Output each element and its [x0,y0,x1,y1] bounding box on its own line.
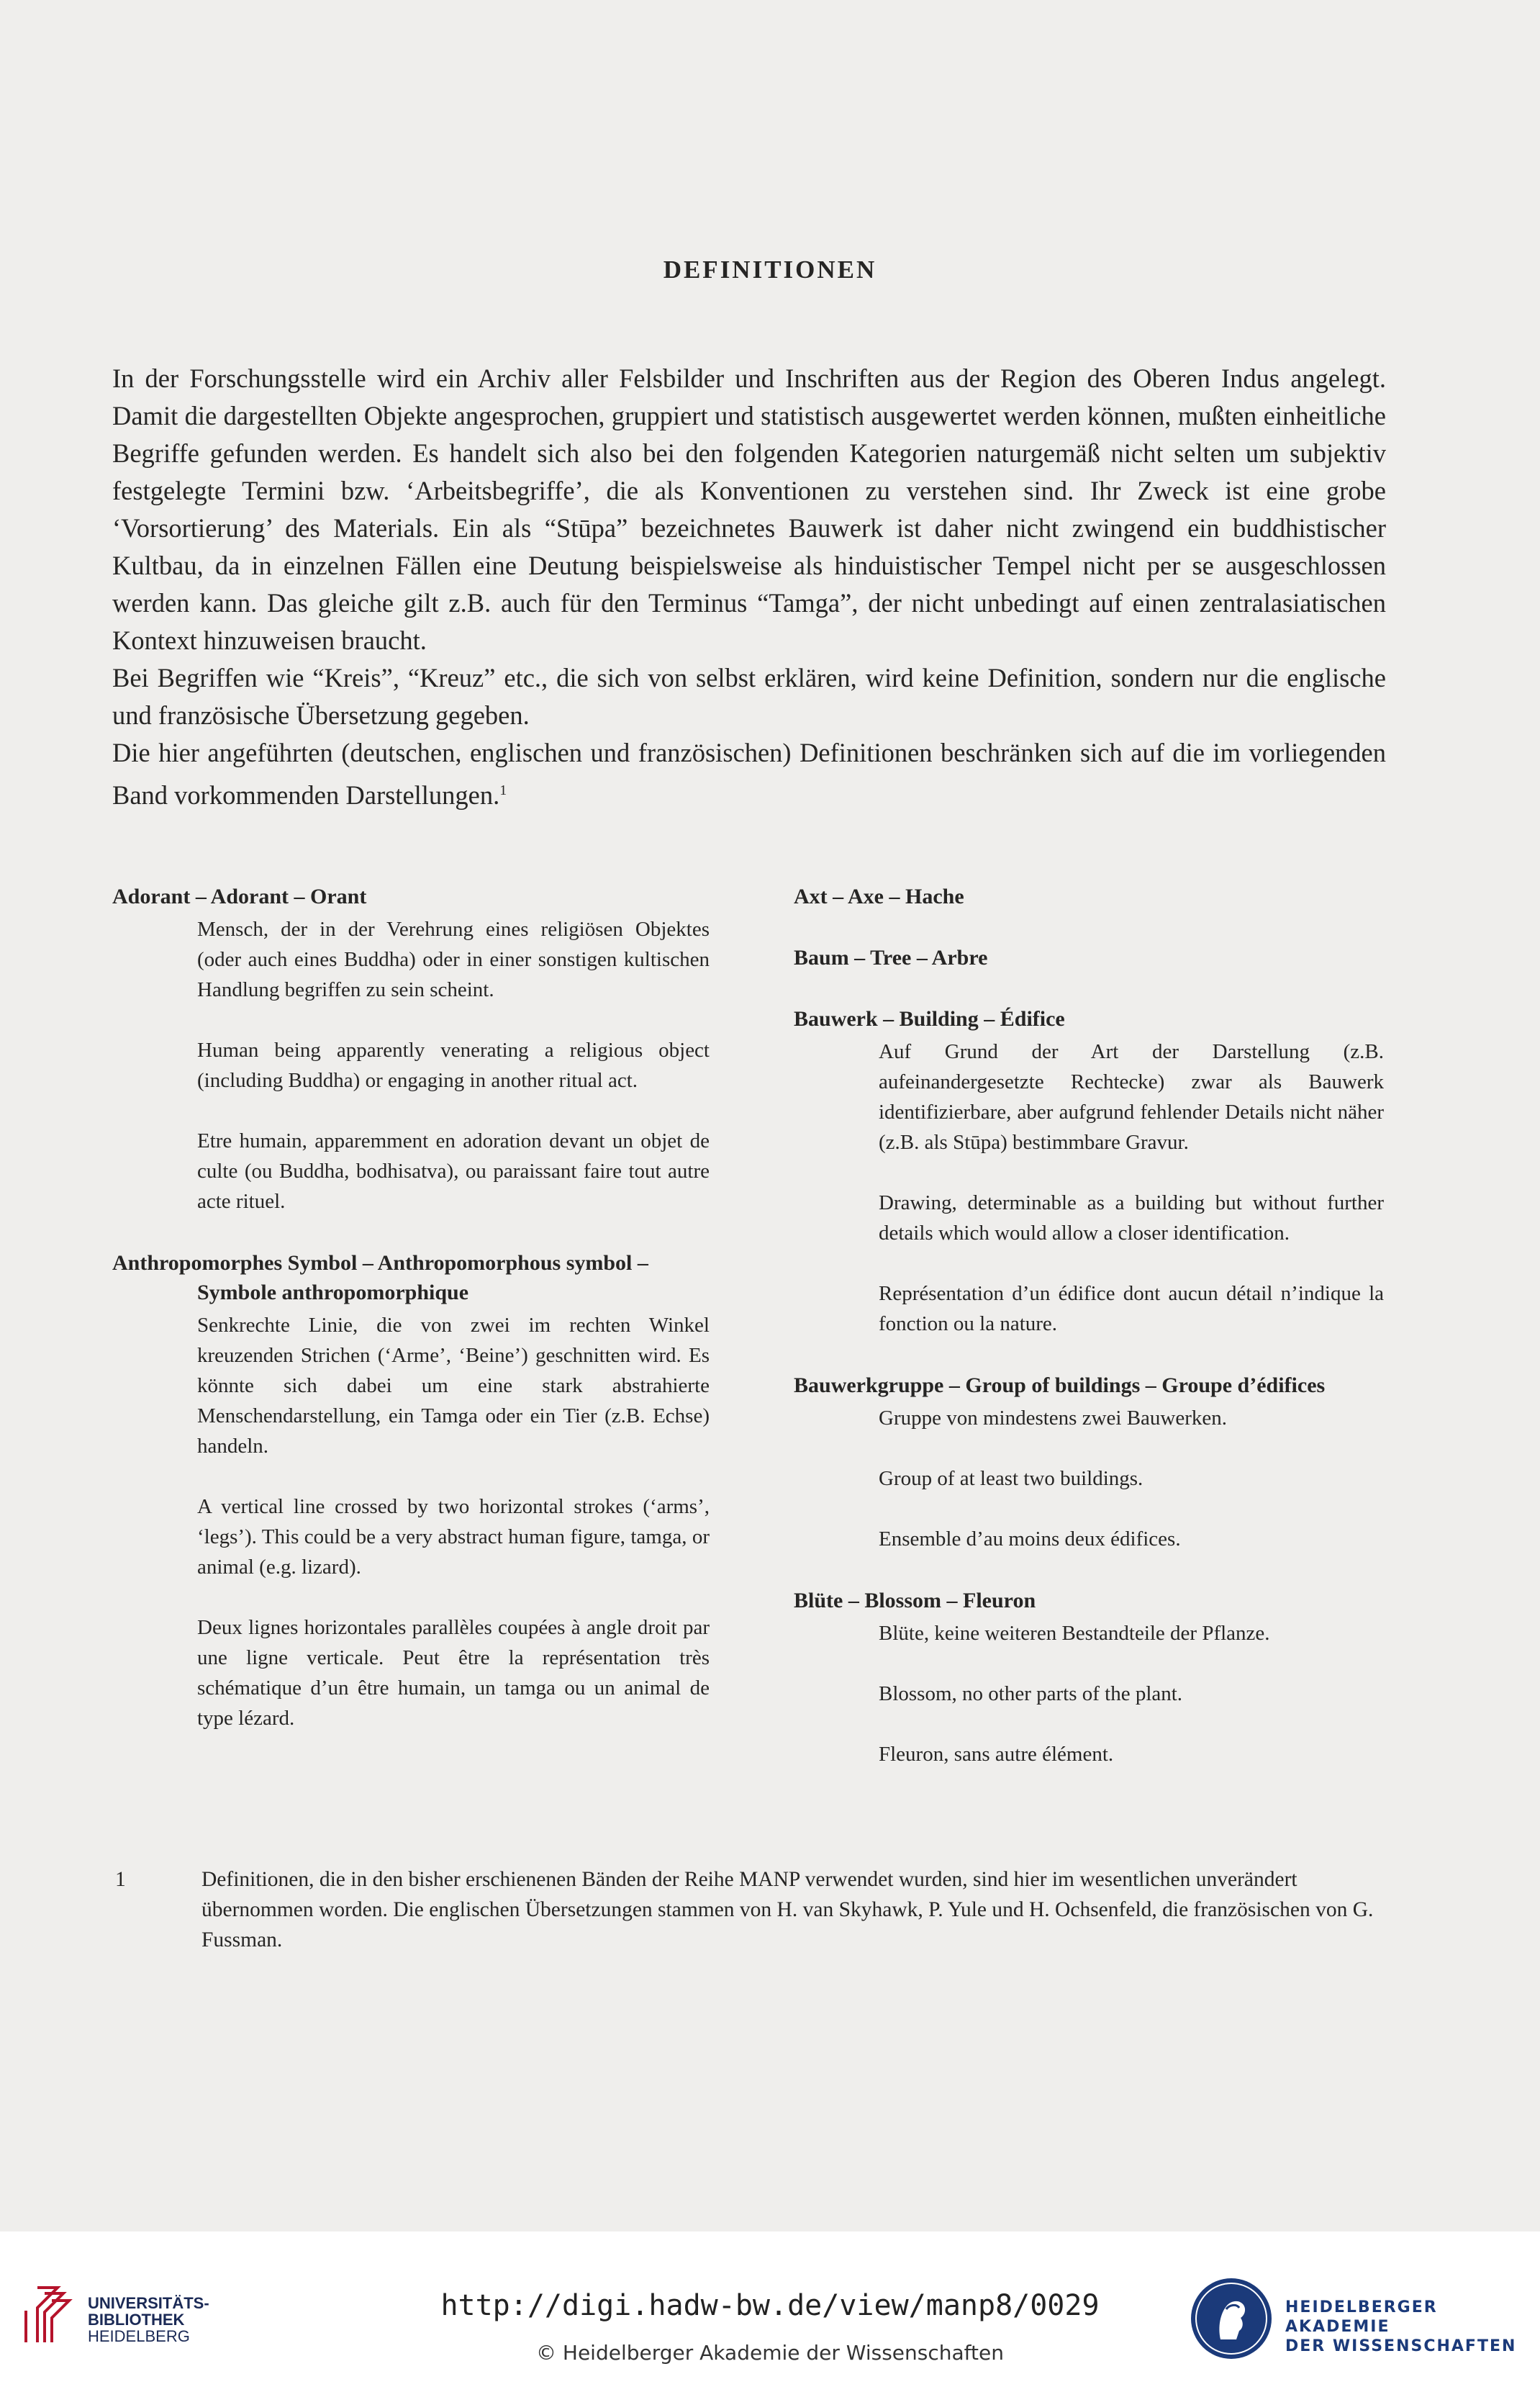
definition-french: Etre humain, apparemment en adoration devant un objet de culte (ou Buddha, bodhisatva), ou paraissant faire tout autre acte rituel. [197,1129,710,1213]
footer-bar [0,2231,1540,2392]
academy-name-line: HEIDELBERGER AKADEMIE [1285,2298,1438,2336]
definition-english: Human being apparently venerating a religious object (including Buddha) or engaging in another ritual act. [197,1039,710,1092]
definition-entry [112,1248,710,1733]
footnote-text: Definitionen, die in den bisher erschienenen Bänden der Reihe MANP verwendet wurden, sind hier im wesentlichen unverändert übernommen worden. Die englischen Übersetzungen stammen von H. van Skyhawk, P. Yule und H. Ochsenfeld, die französischen von G. Fussman. [201,1868,1374,1951]
left-column [112,882,710,1765]
definition-entry [794,1371,1384,1554]
intro-paragraph: Bei Begriffen wie “Kreis”, “Kreuz” etc., die sich von selbst erklären, wird keine Definition, sondern nur die englische und französische Übersetzung gegeben. [112,663,1386,730]
definition-english: Blossom, no other parts of the plant. [879,1682,1183,1705]
definition-term: Adorant – Adorant – Orant [112,885,367,908]
intro-paragraph [112,734,1386,814]
right-column [794,882,1384,1801]
library-name-line: HEIDELBERG [88,2327,190,2345]
definition-german: Senkrechte Linie, die von zwei im rechten Winkel kreuzenden Strichen (‘Arme’, ‘Beine’) geschnitten wird. Es könnte sich dabei um eine stark abstrahierte Menschendarstellung, ein Tamga oder ein Tier (z.B. Echse) handeln. [197,1314,710,1458]
definition-term: Baum – Tree – Arbre [794,946,988,970]
footnote-number: 1 [115,1868,126,1891]
intro-paragraph-text: Die hier angeführten (deutschen, englischen und französischen) Definitionen beschränken sich auf die im vorliegenden Band vorkommenden Darstellungen. [112,738,1386,811]
definition-term-continuation: Symbole anthropomorphique [197,1281,469,1304]
definition-french: Fleuron, sans autre élément. [879,1743,1114,1766]
definition-term-line: Anthropomorphes Symbol – Anthropomorphous symbol – [112,1251,648,1275]
academy-name [1285,2298,1540,2356]
intro-paragraph: In der Forschungsstelle wird ein Archiv aller Felsbilder und Inschriften aus der Region des Oberen Indus angelegt. Damit die dargestellten Objekte angesprochen, gruppiert und statistisch ausgewertet werden können, mußten einheitliche Begriffe gefunden werden. Es handelt sich also bei den folgenden Kategorien naturgemäß nicht selten um subjektiv festgelegte Termini bzw. ‘Arbeitsbegriffe’, die als Konventionen zu verstehen sind. Ihr Zweck ist eine grobe ‘Vorsortierung’ des Materials. Ein als “Stūpa” bezeichnetes Bauwerk ist daher nicht zwingend ein buddhistischer Kultbau, da in einzelnen Fällen eine Deutung beispielsweise als hinduistischer Tempel nicht per se ausgeschlossen werden kann. Das gleiche gilt z.B. auch für den Terminus “Tamga”, der nicht unbedingt auf einen zentralasiatischen Kontext hinzuweisen braucht. [112,364,1386,655]
definition-french: Ensemble d’au moins deux édifices. [879,1527,1181,1551]
definition-entry [794,882,1384,911]
footnote [112,1864,1386,1955]
footnote-marker: 1 [499,782,507,798]
definition-english: Group of at least two buildings. [879,1467,1143,1490]
definition-term [112,1248,710,1307]
definition-entry [794,943,1384,972]
definition-term: Axt – Axe – Hache [794,885,964,908]
definition-entry [112,882,710,1217]
definition-french: Deux lignes horizontales parallèles coupées à angle droit par une ligne verticale. Peut être la représentation très schématique d’un être humain, un tamga ou un animal de type lézard. [197,1616,710,1730]
definition-entry [794,1004,1384,1339]
permalink-url[interactable]: http://digi.hadw-bw.de/view/manp8/0029 [440,2289,1100,2322]
definition-german: Mensch, der in der Verehrung eines religiösen Objektes (oder auch eines Buddha) oder in einer sonstigen kultischen Handlung begriffen zu sein scheint. [197,918,710,1001]
copyright-notice: © Heidelberger Akademie der Wissenschaften [535,2341,1004,2365]
definition-german: Blüte, keine weiteren Bestandteile der Pflanze. [879,1622,1270,1645]
intro-text [112,360,1386,814]
definition-term: Blüte – Blossom – Fleuron [794,1589,1036,1612]
definition-german: Auf Grund der Art der Darstellung (z.B. aufeinandergesetzte Rechtecke) zwar als Bauwerk identifizierbare, aber aufgrund fehlender Details nicht näher (z.B. als Stūpa) bestimmbare Gravur. [879,1040,1384,1154]
definition-german: Gruppe von mindestens zwei Bauwerken. [879,1407,1228,1430]
library-name-line: BIBLIOTHEK [88,2311,185,2329]
library-name-line: UNIVERSITÄTS- [88,2294,209,2312]
academy-name-line: DER WISSENSCHAFTEN [1285,2337,1517,2355]
definition-english: A vertical line crossed by two horizontal strokes (‘arms’, ‘legs’). This could be a very abstract human figure, tamga, or animal (e.g. lizard). [197,1495,710,1579]
definition-entry [794,1586,1384,1769]
definition-english: Drawing, determinable as a building but without further details which would allow a closer identification. [879,1191,1384,1245]
definition-term: Bauwerk – Building – Édifice [794,1007,1065,1031]
page-title: DEFINITIONEN [663,256,877,284]
definition-french: Représentation d’un édifice dont aucun détail n’indique la fonction ou la nature. [879,1282,1384,1335]
academy-seal-icon[interactable] [1189,2276,1274,2361]
definition-term: Bauwerkgruppe – Group of buildings – Groupe d’édifices [794,1373,1326,1397]
